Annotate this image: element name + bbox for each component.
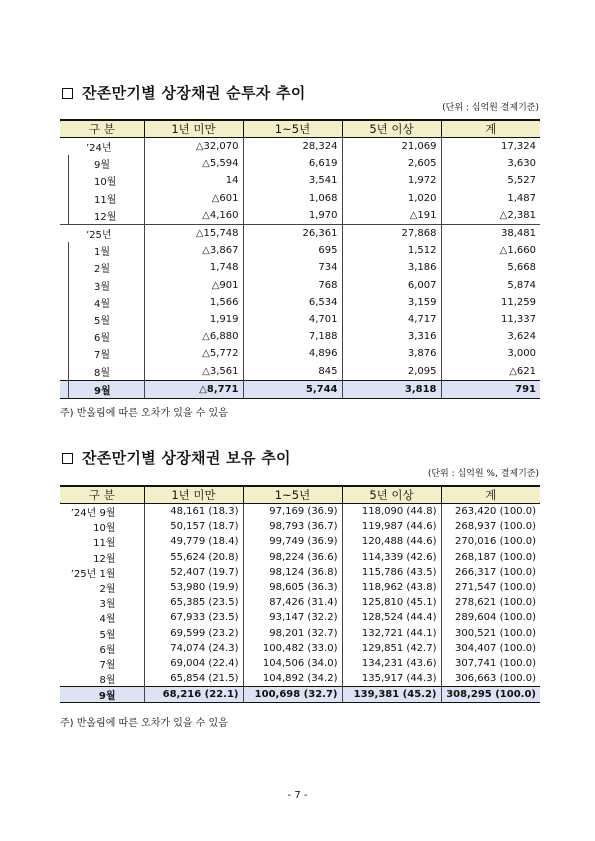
cell-1-5y: 4,896 xyxy=(243,345,342,362)
cell-over-5y: 135,917 (44.3) xyxy=(342,671,441,687)
cell-over-5y: △191 xyxy=(342,207,441,225)
cell-over-5y: 3,159 xyxy=(342,294,441,311)
row-label: 6월 xyxy=(99,644,116,656)
table-row xyxy=(60,534,540,549)
cell-1-5y: 4,701 xyxy=(243,311,342,328)
cell-1-5y: 6,619 xyxy=(243,155,342,172)
cell-over-5y: 120,488 (44.6) xyxy=(342,534,441,549)
row-label: 2월 xyxy=(60,259,144,276)
header-category: 구 분 xyxy=(60,486,144,504)
row-label: 12월 xyxy=(93,553,116,565)
cell-total: 38,481 xyxy=(441,224,540,242)
table-row xyxy=(60,610,540,625)
cell-over-5y: 118,962 (43.8) xyxy=(342,580,441,595)
table-row xyxy=(60,641,540,656)
cell-under-1y: 65,385 (23.5) xyxy=(144,595,243,610)
cell-over-5y: 27,868 xyxy=(342,224,441,242)
table-row xyxy=(60,294,540,311)
header-1-5y: 1~5년 xyxy=(243,486,342,504)
table-header-row xyxy=(60,120,540,138)
cell-1-5y: 93,147 (32.2) xyxy=(243,610,342,625)
cell-total: 307,741 (100.0) xyxy=(441,656,540,671)
cell-under-1y: 50,157 (18.7) xyxy=(144,519,243,534)
row-label: 1월 xyxy=(60,242,144,259)
row-label: 6월 xyxy=(60,328,144,345)
cell-over-5y: 3,186 xyxy=(342,259,441,276)
net-investment-table-body xyxy=(60,138,540,399)
row-label: 9월 xyxy=(60,687,144,703)
cell-total: 3,624 xyxy=(441,328,540,345)
cell-over-5y: 134,231 (43.6) xyxy=(342,656,441,671)
row-label: 7월 xyxy=(99,659,116,671)
cell-total: △2,381 xyxy=(441,207,540,225)
cell-under-1y: 68,216 (22.1) xyxy=(144,687,243,703)
cell-over-5y: 139,381 (45.2) xyxy=(342,687,441,703)
cell-over-5y: 132,721 (44.1) xyxy=(342,626,441,641)
cell-1-5y: 100,698 (32.7) xyxy=(243,687,342,703)
cell-1-5y: 98,224 (36.6) xyxy=(243,550,342,565)
cell-over-5y: 4,717 xyxy=(342,311,441,328)
row-label: 4월 xyxy=(60,294,144,311)
cell-over-5y: 3,876 xyxy=(342,345,441,362)
table-row xyxy=(60,345,540,362)
holdings-table-body xyxy=(60,504,540,703)
cell-1-5y: 98,605 (36.3) xyxy=(243,580,342,595)
table-row xyxy=(60,656,540,671)
table-row xyxy=(60,328,540,345)
table-row xyxy=(60,138,540,156)
row-label: 11월 xyxy=(60,190,144,207)
cell-under-1y: △15,748 xyxy=(144,224,243,242)
cell-1-5y: 845 xyxy=(243,362,342,380)
table-row xyxy=(60,362,540,380)
cell-over-5y: 125,810 (45.1) xyxy=(342,595,441,610)
row-label: 8월 xyxy=(60,362,144,380)
cell-total: 268,937 (100.0) xyxy=(441,519,540,534)
cell-total: 1,487 xyxy=(441,190,540,207)
row-label: 7월 xyxy=(60,345,144,362)
net-investment-table xyxy=(60,119,540,399)
cell-total: 263,420 (100.0) xyxy=(441,504,540,520)
header-under-1y: 1년 미만 xyxy=(144,486,243,504)
cell-under-1y: △3,867 xyxy=(144,242,243,259)
row-label: 12월 xyxy=(60,207,144,225)
cell-total: △621 xyxy=(441,362,540,380)
cell-under-1y: 74,074 (24.3) xyxy=(144,641,243,656)
cell-under-1y: 53,980 (19.9) xyxy=(144,580,243,595)
cell-over-5y: 6,007 xyxy=(342,277,441,294)
cell-1-5y: 99,749 (36.9) xyxy=(243,534,342,549)
cell-1-5y: 5,744 xyxy=(243,380,342,398)
row-label: 8월 xyxy=(99,675,116,687)
row-label: 9월 xyxy=(60,155,144,172)
header-category: 구 분 xyxy=(60,120,144,138)
cell-total: △1,660 xyxy=(441,242,540,259)
table-row xyxy=(60,595,540,610)
header-total: 계 xyxy=(441,120,540,138)
table-row xyxy=(60,259,540,276)
table-row xyxy=(60,626,540,641)
cell-total: 304,407 (100.0) xyxy=(441,641,540,656)
table-row xyxy=(60,224,540,242)
cell-1-5y: 28,324 xyxy=(243,138,342,156)
cell-under-1y: △5,594 xyxy=(144,155,243,172)
cell-total: 11,259 xyxy=(441,294,540,311)
cell-total: 3,630 xyxy=(441,155,540,172)
section1-unit-note: (단위 : 십억원 결제기준) xyxy=(442,103,539,113)
cell-over-5y: 2,095 xyxy=(342,362,441,380)
cell-1-5y: 6,534 xyxy=(243,294,342,311)
cell-over-5y: 3,316 xyxy=(342,328,441,345)
cell-total: 17,324 xyxy=(441,138,540,156)
cell-total: 11,337 xyxy=(441,311,540,328)
cell-over-5y: 114,339 (42.6) xyxy=(342,550,441,565)
section1-title: 잔존만기별 상장채권 순투자 추이 xyxy=(62,82,306,103)
cell-under-1y: △5,772 xyxy=(144,345,243,362)
cell-over-5y: 21,069 xyxy=(342,138,441,156)
row-label: 9월 xyxy=(60,380,144,398)
holdings-table xyxy=(60,485,540,703)
table-row xyxy=(60,190,540,207)
checkbox-square-icon xyxy=(62,453,73,464)
cell-total: 3,000 xyxy=(441,345,540,362)
header-total: 계 xyxy=(441,486,540,504)
cell-under-1y: △6,880 xyxy=(144,328,243,345)
cell-under-1y: △4,160 xyxy=(144,207,243,225)
table-row xyxy=(60,519,540,534)
cell-under-1y: △3,561 xyxy=(144,362,243,380)
row-label: 5월 xyxy=(60,311,144,328)
cell-total: 278,621 (100.0) xyxy=(441,595,540,610)
cell-under-1y: △32,070 xyxy=(144,138,243,156)
table-row xyxy=(60,207,540,225)
cell-1-5y: 104,892 (34.2) xyxy=(243,671,342,687)
row-label: 2월 xyxy=(99,584,116,596)
cell-over-5y: 128,524 (44.4) xyxy=(342,610,441,625)
cell-under-1y: 55,624 (20.8) xyxy=(144,550,243,565)
cell-under-1y: 69,599 (23.2) xyxy=(144,626,243,641)
table-row xyxy=(60,671,540,687)
table-row xyxy=(60,311,540,328)
cell-under-1y: 49,779 (18.4) xyxy=(144,534,243,549)
cell-under-1y: 67,933 (23.5) xyxy=(144,610,243,625)
cell-under-1y: 65,854 (21.5) xyxy=(144,671,243,687)
row-label: 3월 xyxy=(99,599,116,611)
section2-footnote: 주) 반올림에 따른 오차가 있을 수 있음 xyxy=(60,718,228,729)
cell-1-5y: 98,793 (36.7) xyxy=(243,519,342,534)
cell-over-5y: 115,786 (43.5) xyxy=(342,565,441,580)
cell-1-5y: 104,506 (34.0) xyxy=(243,656,342,671)
cell-over-5y: 2,605 xyxy=(342,155,441,172)
row-label: 10월 xyxy=(93,523,116,535)
table-header-row xyxy=(60,486,540,504)
row-label: ’25년 1월 xyxy=(70,568,116,580)
cell-1-5y: 695 xyxy=(243,242,342,259)
cell-over-5y: 129,851 (42.7) xyxy=(342,641,441,656)
cell-total: 266,317 (100.0) xyxy=(441,565,540,580)
header-under-1y: 1년 미만 xyxy=(144,120,243,138)
cell-total: 306,663 (100.0) xyxy=(441,671,540,687)
table-row xyxy=(60,172,540,189)
table-row-total xyxy=(60,380,540,398)
cell-total: 5,874 xyxy=(441,277,540,294)
cell-over-5y: 1,512 xyxy=(342,242,441,259)
page-number: - 7 - xyxy=(287,790,308,801)
section1-footnote: 주) 반올림에 따른 오차가 있을 수 있음 xyxy=(60,408,228,419)
cell-under-1y: 14 xyxy=(144,172,243,189)
table-row xyxy=(60,277,540,294)
cell-over-5y: 3,818 xyxy=(342,380,441,398)
cell-total: 289,604 (100.0) xyxy=(441,610,540,625)
cell-over-5y: 119,987 (44.6) xyxy=(342,519,441,534)
cell-total: 5,527 xyxy=(441,172,540,189)
table-row xyxy=(60,155,540,172)
cell-total: 271,547 (100.0) xyxy=(441,580,540,595)
cell-under-1y: 52,407 (19.7) xyxy=(144,565,243,580)
cell-total: 308,295 (100.0) xyxy=(441,687,540,703)
cell-total: 300,521 (100.0) xyxy=(441,626,540,641)
row-label: 5월 xyxy=(99,629,116,641)
row-label: 4월 xyxy=(99,614,116,626)
row-label: ’24년 xyxy=(86,143,112,155)
section2-unit-note: (단위 : 십억원 %, 결제기준) xyxy=(427,469,539,479)
cell-under-1y: △8,771 xyxy=(144,380,243,398)
header-over-5y: 5년 이상 xyxy=(342,120,441,138)
header-over-5y: 5년 이상 xyxy=(342,486,441,504)
section2-title: 잔존만기별 상장채권 보유 추이 xyxy=(62,447,291,468)
cell-1-5y: 98,124 (36.8) xyxy=(243,565,342,580)
cell-total: 270,016 (100.0) xyxy=(441,534,540,549)
table-row xyxy=(60,580,540,595)
row-label: 11월 xyxy=(93,538,116,550)
checkbox-square-icon xyxy=(62,88,73,99)
table-row xyxy=(60,242,540,259)
cell-total: 791 xyxy=(441,380,540,398)
cell-1-5y: 1,970 xyxy=(243,207,342,225)
cell-over-5y: 1,020 xyxy=(342,190,441,207)
row-label: ’25년 xyxy=(60,224,144,242)
cell-1-5y: 87,426 (31.4) xyxy=(243,595,342,610)
table-row xyxy=(60,550,540,565)
cell-1-5y: 100,482 (33.0) xyxy=(243,641,342,656)
cell-1-5y: 1,068 xyxy=(243,190,342,207)
row-label: ’24년 9월 xyxy=(70,508,116,520)
table-row xyxy=(60,504,540,520)
table-row-total xyxy=(60,687,540,703)
table-row xyxy=(60,565,540,580)
row-label: 10월 xyxy=(60,172,144,189)
cell-1-5y: 768 xyxy=(243,277,342,294)
cell-under-1y: △901 xyxy=(144,277,243,294)
cell-under-1y: 69,004 (22.4) xyxy=(144,656,243,671)
cell-under-1y: 1,919 xyxy=(144,311,243,328)
cell-under-1y: △601 xyxy=(144,190,243,207)
cell-1-5y: 98,201 (32.7) xyxy=(243,626,342,641)
cell-over-5y: 1,972 xyxy=(342,172,441,189)
cell-under-1y: 48,161 (18.3) xyxy=(144,504,243,520)
cell-total: 268,187 (100.0) xyxy=(441,550,540,565)
cell-1-5y: 734 xyxy=(243,259,342,276)
cell-under-1y: 1,566 xyxy=(144,294,243,311)
cell-over-5y: 118,090 (44.8) xyxy=(342,504,441,520)
cell-1-5y: 3,541 xyxy=(243,172,342,189)
cell-under-1y: 1,748 xyxy=(144,259,243,276)
cell-total: 5,668 xyxy=(441,259,540,276)
cell-1-5y: 7,188 xyxy=(243,328,342,345)
header-1-5y: 1~5년 xyxy=(243,120,342,138)
row-label: 3월 xyxy=(60,277,144,294)
cell-1-5y: 26,361 xyxy=(243,224,342,242)
cell-1-5y: 97,169 (36.9) xyxy=(243,504,342,520)
